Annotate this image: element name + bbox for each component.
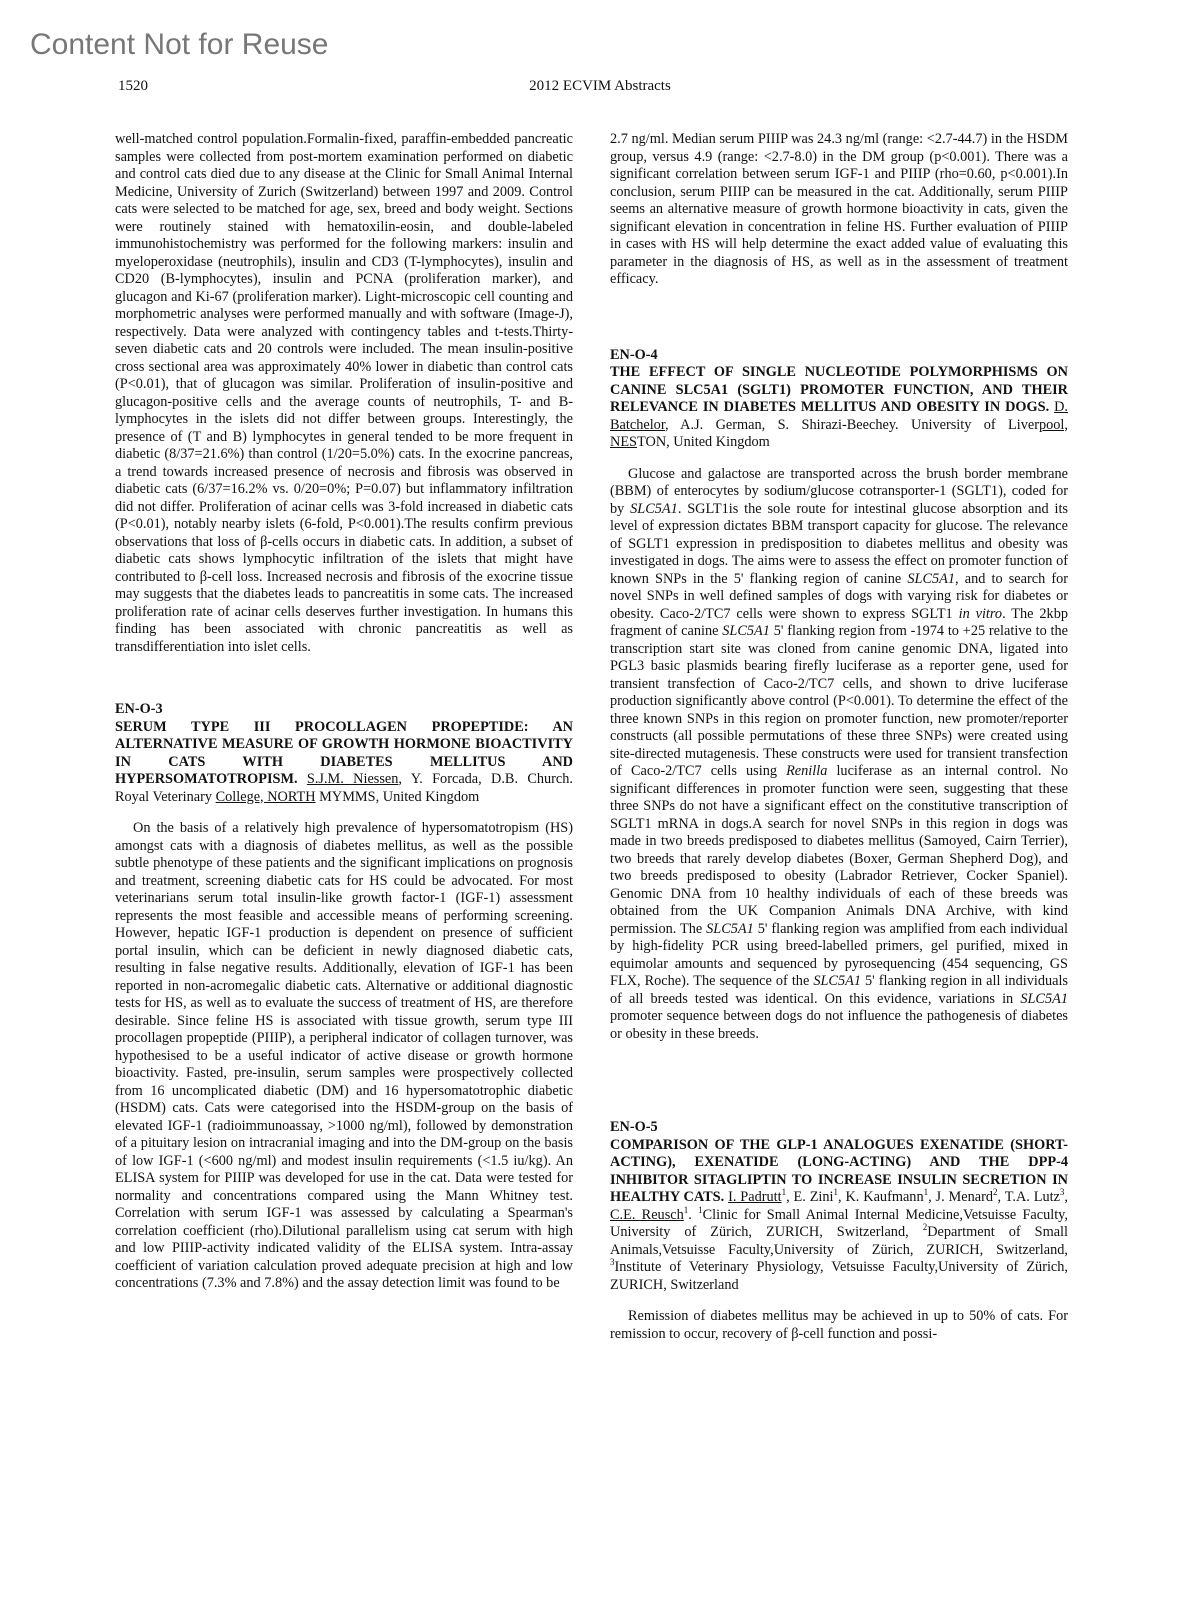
coauthors: , A.J. German, S. Shirazi-Beechey.: [665, 416, 911, 433]
abstract-en-o-4: [610, 347, 1068, 1044]
abstract-body: Remission of diabetes mellitus may be achieved in up to 50% of cats. For remission to occur, recovery of β-cell function and possi-: [610, 1308, 1068, 1342]
affiliation-marker: 2: [993, 1187, 998, 1198]
affiliation-marker: 2: [922, 1222, 928, 1233]
body-text: . SGLT1is the sole route for intestinal glucose absorption and its level of expression dictates BBM transport capacity for glucose. The relevance of SGLT1 expression in predisposition to diabetes mellitus and obesity was investigated in dogs. The aims were to assess the effect on promoter function of known SNPs in the 5' flanking region of canine: [610, 500, 1068, 587]
abstract-id: EN-O-4: [610, 346, 658, 363]
affiliation: Department of Small Animals,Vetsuisse Faculty,University of Zürich, ZURICH, Switzerland,: [610, 1224, 1068, 1258]
period: .: [688, 1206, 692, 1223]
continuation-paragraph: well-matched control population.Formalin-fixed, paraffin-embedded pancreatic samples were collected from post-mortem examination performed on diabetic and control cats died due to any disease at the Clinic for Small Animal Internal Medicine, University of Zurich (Switzerland) between 1997 and 2009. Control cats were selected to be matched for age, sex, breed and body weight. Sections were routinely stained with hematoxilin-eosin, and double-labeled immunohistochemistry was performed for the following markers: insulin and myeloperoxidase (neutrophils), insulin and CD3 (T-lymphocytes), insulin and CD20 (B-lymphocytes), insulin and PCNA (proliferation marker), and glucagon and Ki-67 (proliferation marker). Light-microscopic cell counting and morphometric analyses were performed manually and with software (Image-J), respectively. Data were analyzed with contingency tables and t-tests.Thirty-seven diabetic cats and 20 controls were included. The mean insulin-positive cross sectional area was approximately 40% lower in diabetic than control cats (P<0.01), that of glucagon was similar. Proliferation of insulin-positive and glucagon-positive cells and the average counts of neutrophils, T- and B-lymphocytes in the islets did not differ between groups. Interestingly, the presence of (T and B) lymphocytes in general tended to be more frequent in diabetic (8/37=21.6%) than control (1/20=5.0%) cats. In the exocrine pancreas, a trend towards increased presence of necrosis and fibrosis was observed in diabetic cats (6/37=16.2% vs. 0/20=0%; P=0.07) but inflammatory infiltration did not differ. Proliferation of acinar cells was 3-fold increased in diabetic cats (P<0.01), notably nearby islets (6-fold, P<0.001).The results confirm previous observations that loss of β-cells occurs in diabetic cats. In addition, a subset of diabetic cats shows lymphocytic infiltration of the islets that might have contributed to β-cell loss. Increased necrosis and fibrosis of the exocrine tissue may suggests that the diabetes leads to pancreatitis in some cats. The increased proliferation rate of acinar cells deserves further investigation. In humans this finding has been associated with chronic pancreatitis as well as transdifferentiation into islet cells.: [115, 131, 573, 655]
author: , E. Zini: [786, 1189, 834, 1205]
continuation-paragraph: 2.7 ng/ml. Median serum PIIIP was 24.3 ng/ml (range: <2.7-44.7) in the HSDM group, versus 4.9 (range: <2.7-8.0) in the DM group (p<0.001). There was a significant correlation between serum IGF-1 and PIIIP (rho=0.60, p<0.001).In conclusion, serum PIIIP can be measured in the cat. Additionally, serum PIIIP seems an alternative measure of growth hormone bioactivity in cats, given the significant elevation in concentration in feline HS. Further evaluation of PIIIP in cases with HS will help determine the exact added value of evaluating this parameter in the diagnosis of HS, as well as in the assessment of treatment efficacy.: [610, 131, 1068, 287]
affiliation-marker: 3: [1059, 1187, 1065, 1198]
abstract-id: EN-O-3: [115, 701, 163, 717]
coauthors: , Y. Forcada, D.B. Church.: [398, 771, 573, 787]
abstract-title: COMPARISON OF THE GLP-1 ANALOGUES EXENATIDE (SHORT-ACTING), EXENATIDE (LONG-ACTING) AND THE DPP-4 INHIBITOR SITAGLIPTIN TO INCREASE INSULIN SECRETION IN HEALTHY CATS.: [610, 1136, 1068, 1205]
body-text: , and to search for novel SNPs in well defined samples of dogs with varying risk for diabetes or obesity. Caco-2/TC7 cells were shown to express SGLT1: [610, 570, 1068, 622]
body-text: luciferase as an internal control. No significant differences in promoter function were seen, suggesting that these three SNPs do not have a significant effect on the constitutive transcription of SGLT1 mRNA in dogs.A search for novel SNPs in this region in dogs was made in two breeds predisposed to diabetes mellitus (Samoyed, Cairn Terrier), two breeds that rarely develop diabetes (Boxer, German Shepherd Dog), and two breeds predisposed to obesity (Labrador Retriever, Cocker Spaniel). Genomic DNA from 10 healthy individuals of each of these breeds was obtained from the UK Companion Animals DNA Archive, with kind permission. The: [610, 763, 1069, 937]
abstract-title: SERUM TYPE III PROCOLLAGEN PROPEPTIDE: AN ALTERNATIVE MEASURE OF GROWTH HORMONE BIOACTIVITY IN CATS WITH DIABETES MELLITUS AND HYPERSOMATOTROPISM.: [115, 718, 573, 787]
affiliation: Institute of Veterinary Physiology, Vetsuisse Faculty,University of Zürich, ZURICH, Switzerland: [610, 1259, 1068, 1293]
abstract-en-o-3: [115, 701, 573, 1293]
affiliation-underlined: pool, NES: [610, 416, 1068, 450]
affiliation-underlined: College, NORTH: [215, 788, 316, 805]
presenting-author: D. Batchelor: [610, 399, 1068, 433]
abstract-header: [115, 719, 573, 807]
gene-name: SLC5A1: [1020, 990, 1068, 1007]
abstract-title: THE EFFECT OF SINGLE NUCLEOTIDE POLYMORPHISMS ON CANINE SLC5A1 (SGLT1) PROMOTER FUNCTION, AND THEIR RELEVANCE IN DIABETES MELLITUS AND OBESITY IN DOGS.: [610, 364, 1068, 415]
abstract-body: On the basis of a relatively high prevalence of hypersomatotropism (HS) amongst cats with a diagnosis of diabetes mellitus, as well as the possible subtle phenotype of these patients and the significant implications on prognosis and treatment, screening diabetic cats for HS could be advocated. For most veterinarians serum total insulin-like growth factor-1 (IGF-1) assessment represents the most feasible and accessible means of performing screening. However, hepatic IGF-1 production is dependent on presence of sufficient portal insulin, which can be deficient in newly diagnosed diabetic cats, resulting in false negative results. Additionally, elevation of IGF-1 has been reported in non-acromegalic diabetic cats. Alternative or additional diagnostic tests for HS, as well as to evaluate the success of treatment of HS, are therefore desirable. Since feline HS is associated with tissue growth, serum type III procollagen propeptide (PIIIP), a peripheral indicator of collagen turnover, was hypothesised to be a useful indicator of active disease or growth hormone bioactivity. Fasted, pre-insulin, serum samples were prospectively collected from 16 uncomplicated diabetic (DM) and 16 hypersomatotrophic diabetic (HSDM) cats. Cats were categorised into the HSDM-group on the basis of elevated IGF-1 (radioimmunoassay, >1000 ng/ml), followed by demonstration of a pituitary lesion on intracranial imaging and into the DM-group on the basis of low IGF-1 (<600 ng/ml) and modest insulin requirements (<1.5 iu/kg). An ELISA system for PIIIP was developed for use in the cat. Data were tested for normality and concentrations compared using the Mann Whitney test. Correlation with serum IGF-1 was assessed by calculating a Spearman's correlation coefficient (rho).Dilutional parallelism using cat serum with high and low PIIIP-activity indicated validity of the ELISA system. Intra-assay coefficient of variation calculation proved adequate precision at high and low concentrations (7.3% and 7.8%) and the assay detection limit was found to be: [115, 820, 573, 1291]
body-text: . The 2kbp fragment of canine: [610, 605, 1068, 639]
abstract-en-o-5: [610, 1119, 1068, 1343]
affiliation: Clinic for Small Animal Internal Medicine,Vetsuisse Faculty, University of Zürich, ZURICH, Switzerland,: [610, 1206, 1068, 1240]
page-number: 1520: [118, 78, 148, 94]
body-text: 5' flanking region in all individuals of all breeds tested was identical. On this evidence, variations in: [610, 973, 1068, 1007]
gene-name: SLC5A1: [813, 973, 861, 989]
watermark: Content Not for Reuse: [30, 28, 329, 61]
affiliation-marker: 1: [698, 1204, 703, 1215]
affiliation-marker: 1: [781, 1187, 787, 1198]
latin-term: in vitro: [958, 605, 1003, 622]
affiliation-marker: 1: [923, 1187, 929, 1198]
affiliation-marker: 1: [833, 1187, 839, 1198]
presenting-author: I. Padrutt: [728, 1189, 782, 1205]
body-text: promoter sequence between dogs do not influence the pathogenesis of diabetes or obesity in these breeds.: [610, 1008, 1068, 1042]
running-title: 2012 ECVIM Abstracts: [529, 78, 671, 94]
presenting-author: S.J.M. Niessen: [306, 771, 399, 787]
author: , K. Kaufmann: [838, 1189, 924, 1205]
affiliation-end: MYMMS, United Kingdom: [315, 788, 480, 805]
abstract-id: EN-O-5: [610, 1119, 658, 1135]
body-text: 5' flanking region from -1974 to +25 relative to the transcription start site was cloned from canine genomic DNA, ligated into PGL3 basic plasmids bearing firefly luciferase as a reporter gene, used for transient transfection of Caco-2/TC7 cells, and shown to drive luciferase production significantly above control (P<0.001). To determine the effect of the three known SNPs in this region on promoter function, new promoter/reporter constructs (all possible permutations of these three SNPs) were created using site-directed mutagenesis. These constructs were used for transient transfection of Caco-2/TC7 cells using: [610, 623, 1068, 779]
abstract-body: [610, 466, 1068, 1044]
gene-name: SLC5A1: [630, 500, 678, 517]
right-column: [610, 131, 1068, 1343]
separator: ,: [1064, 1189, 1068, 1205]
author: , J. Menard: [928, 1189, 994, 1205]
gene-name: SLC5A1: [907, 570, 956, 587]
affiliation-marker: 1: [683, 1204, 689, 1215]
author: , T.A. Lutz: [997, 1189, 1060, 1205]
affiliation-end: TON, United Kingdom: [637, 434, 770, 450]
abstract-header: [610, 1137, 1068, 1295]
body-text: 5' flanking region was amplified from each individual by high-fidelity PCR using breed-labelled primers, gel purified, mixed in equimolar amounts and sequenced by pyrosequencing (454 sequencing, GS FLX, Roche). The sequence of the: [610, 920, 1068, 989]
gene-name: SLC5A1: [706, 920, 754, 937]
affiliation: University of Liver: [911, 416, 1039, 433]
author-underlined: C.E. Reusch: [610, 1206, 684, 1223]
latin-term: Renilla: [786, 763, 828, 779]
gene-name: SLC5A1: [722, 623, 770, 639]
abstract-header: [610, 364, 1068, 452]
affiliation: Royal Veterinary: [115, 788, 216, 805]
body-text: Glucose and galactose are transported across the brush border membrane (BBM) of enterocytes by sodium/glucose cotransporter-1 (SGLT1), coded for by: [610, 465, 1068, 517]
left-column: [115, 131, 573, 1293]
affiliation-marker: 3: [610, 1257, 615, 1268]
